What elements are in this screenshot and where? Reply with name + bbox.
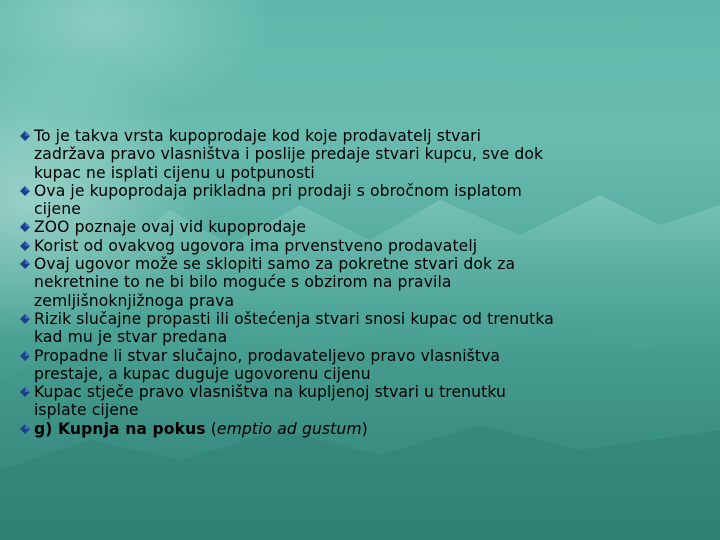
bullet-list — [20, 127, 710, 438]
list-item-heading — [20, 420, 710, 438]
list-item — [20, 218, 710, 236]
heading-paren-open: ( — [205, 419, 217, 438]
diamond-bullet-icon — [20, 420, 34, 434]
list-item — [20, 310, 710, 347]
list-item-text: To je takva vrsta kupoprodaje kod koje prodavatelj stvari zadržava pravo vlasništva i poslije predaje stvari kupcu, sve dok kupac ne isplati cijenu u potpunosti — [34, 127, 544, 182]
list-item — [20, 255, 710, 310]
list-item — [20, 127, 710, 182]
diamond-bullet-icon — [20, 237, 34, 251]
list-item-text: Ova je kupoprodaja prikladna pri prodaji s obročnom isplatom cijene — [34, 181, 522, 219]
diamond-bullet-icon — [20, 127, 34, 141]
list-item — [20, 237, 710, 255]
list-item-text: Kupac stječe pravo vlasništva na kupljenoj stvari u trenutku isplate cijene — [34, 383, 506, 420]
diamond-bullet-icon — [20, 255, 34, 269]
heading-paren-close: ) — [361, 419, 368, 438]
diamond-bullet-icon — [20, 347, 34, 361]
list-item-text: Rizik slučajne propasti ili oštećenja stvari snosi kupac od trenutka kad mu je stvar predana — [34, 309, 554, 347]
list-item-text: Ovaj ugovor može se sklopiti samo za pokretne stvari dok za nekretnine to ne bi bilo moguće s obzirom na pravila zemljišnoknjižnoga prava — [34, 255, 516, 310]
diamond-bullet-icon — [20, 218, 34, 232]
list-item — [20, 347, 710, 384]
list-item-text: Korist od ovakvog ugovora ima prvenstveno prodavatelj — [34, 236, 478, 255]
diamond-bullet-icon — [20, 310, 34, 324]
list-item — [20, 182, 710, 219]
heading-bold-text: g) Kupnja na pokus — [34, 419, 206, 438]
heading-latin-term: emptio ad gustum — [216, 419, 362, 438]
diamond-bullet-icon — [20, 383, 34, 397]
diamond-bullet-icon — [20, 182, 34, 196]
list-item — [20, 383, 710, 420]
list-item-text: Propadne li stvar slučajno, prodavateljevo pravo vlasništva prestaje, a kupac duguje ugovorenu cijenu — [34, 346, 501, 383]
list-item-text: ZOO poznaje ovaj vid kupoprodaje — [34, 218, 307, 237]
list-item-text — [34, 420, 710, 438]
